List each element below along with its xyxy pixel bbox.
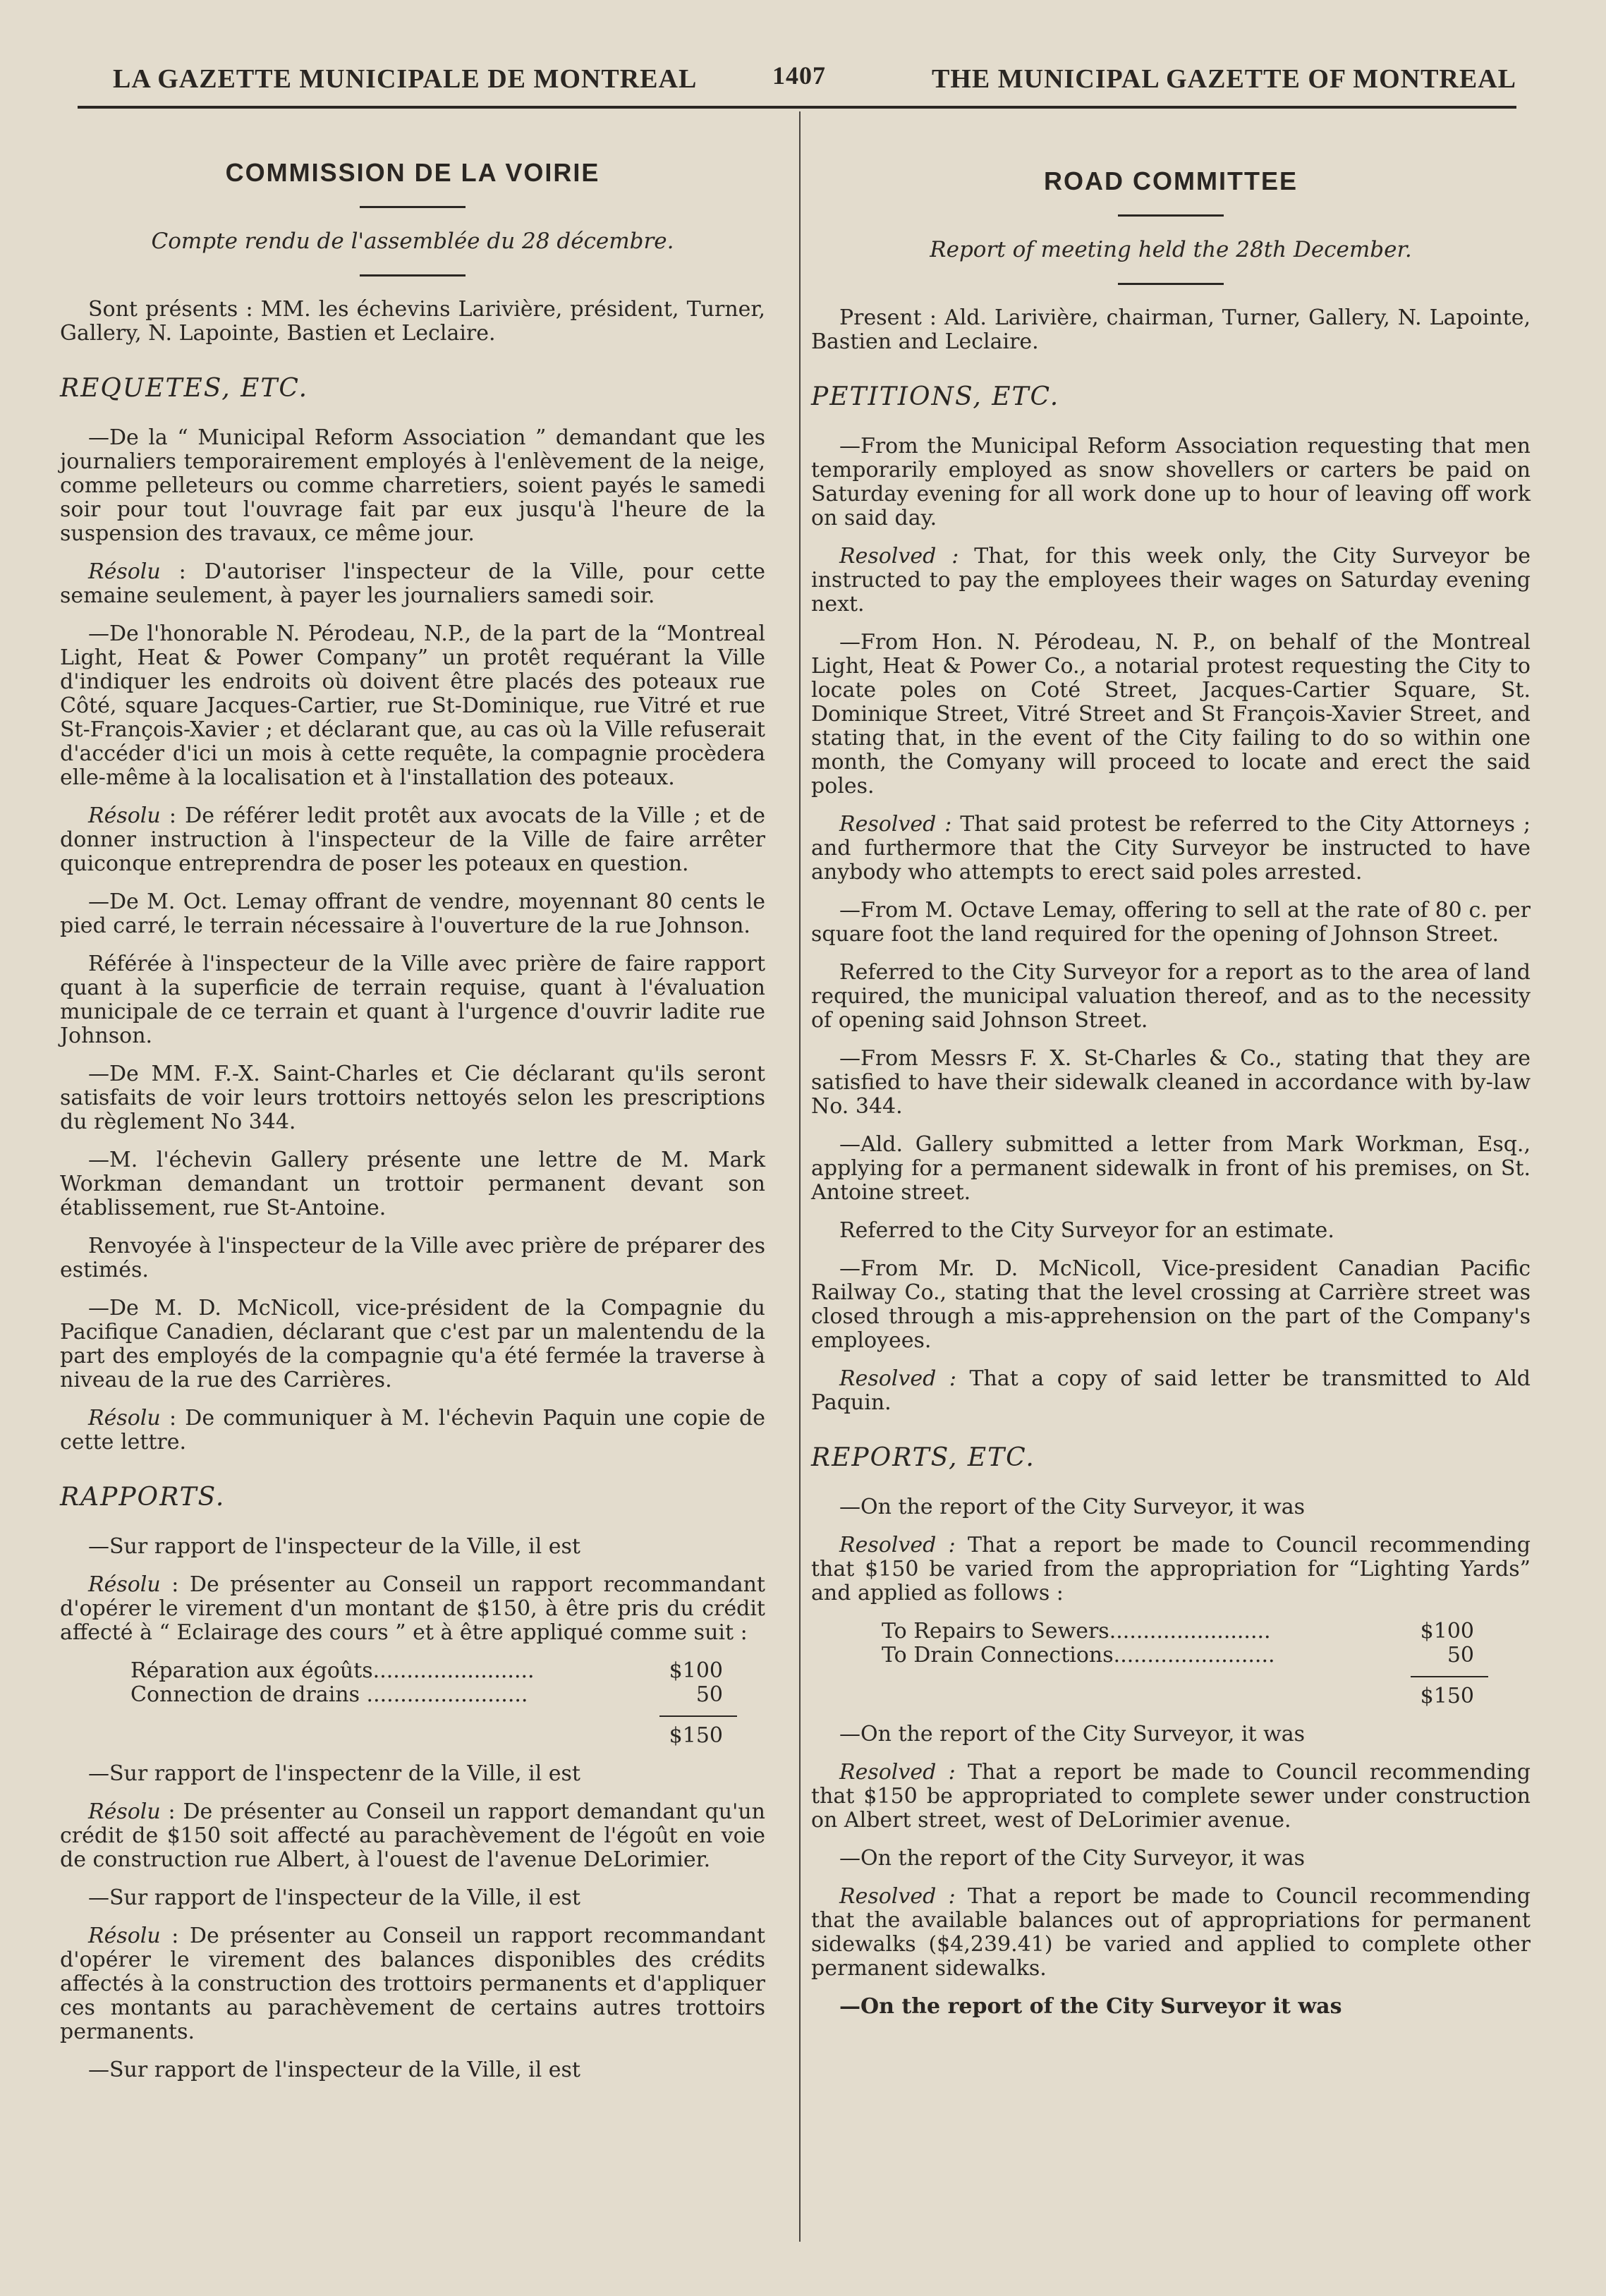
paragraph: —De l'honorable N. Pérodeau, N.P., de la part de la “Montreal Light, Heat & Power Company” un protêt requérant la Ville d'indiquer les endroits où doivent être placés des poteaux rue Côté, square Jacques-Cartier, rue St-Dominique, rue Vitré et rue St-François-Xavier ; et déclarant que, au cas où la Ville refuserait d'accéder d'ici un mois à cette requête, la compagnie procèdera elle-même à la localisation et à l'installation des poteaux. <box>60 621 765 790</box>
amount-table-fr <box>130 1659 723 1748</box>
table-row <box>130 1683 723 1707</box>
english-column <box>811 141 1531 2033</box>
resolved-label: Résolu <box>88 1924 161 1948</box>
paragraph: Référée à l'inspecteur de la Ville avec prière de faire rapport quant à la superficie de terrain requise, quant à l'évaluation municipale de ce terrain et quant à l'urgence d'ouvrir ladite rue Johnson. <box>60 952 765 1048</box>
resolution <box>811 813 1531 885</box>
section-heading-reports: REPORTS, ETC. <box>811 1443 1035 1472</box>
table-row <box>882 1644 1474 1668</box>
resolution <box>60 1924 765 2044</box>
resolution <box>811 545 1531 616</box>
resolution-text: : De présenter au Conseil un rapport demandant qu'un crédit de $150 soit affecté au parachèvement de l'égoût en voie de construction rue Albert, à l'ouest de l'avenue DeLorimier. <box>60 1799 765 1872</box>
paragraph: Referred to the City Surveyor for an estimate. <box>839 1218 1334 1243</box>
table-row <box>882 1620 1474 1644</box>
total-amount: $150 <box>669 1723 723 1748</box>
meeting-subtitle-en: Report of meeting held the 28th December. <box>930 237 1412 262</box>
paragraph: —Ald. Gallery submitted a letter from Mark Workman, Esq., applying for a permanent sidewalk in front of his premises, on St. Antoine street. <box>811 1132 1531 1205</box>
resolved-label: Resolved : <box>839 812 952 837</box>
resolution-text: That, for this week only, the City Surveyor be instructed to pay the employees their wages on Saturday evening next. <box>811 544 1531 616</box>
paragraph: —On the report of the City Surveyor, it was <box>839 1846 1306 1871</box>
paragraph: —From Mr. D. McNicoll, Vice-president Canadian Pacific Railway Co., stating that the level crossing at Carrière street was closed through a mis-apprehension on the part of the Company's employees. <box>811 1256 1531 1353</box>
subtitle-rule <box>1118 283 1224 285</box>
resolution-text: That a copy of said letter be transmitted to Ald Paquin. <box>811 1366 1531 1415</box>
paragraph: Referred to the City Surveyor for a report as to the area of land required, the municipal valuation thereof, and as to the necessity of opening said Johnson Street. <box>811 960 1531 1033</box>
paragraph: —Sur rapport de l'inspecteur de la Ville, il est <box>88 1534 580 1559</box>
paragraph: —Sur rapport de l'inspectenr de la Ville, il est <box>88 1761 580 1786</box>
resolution <box>811 1533 1531 1605</box>
row-label: To Repairs to Sewers........................ <box>882 1619 1271 1644</box>
resolved-label: Résolu <box>88 803 161 828</box>
table-total <box>882 1676 1474 1708</box>
paragraph: —De la “ Municipal Reform Association ” demandant que les journaliers temporairement employés à l'enlèvement de la neige, comme pelleteurs ou comme charretiers, soient payés le samedi soir pour tout l'ouvrage fait par eux jusqu'à l'heure de la suspension des travaux, ce même jour. <box>60 425 765 546</box>
resolution <box>60 1573 765 1645</box>
meeting-subtitle-fr: Compte rendu de l'assemblée du 28 décembre. <box>151 229 674 254</box>
masthead-title-fr: LA GAZETTE MUNICIPALE DE MONTREAL <box>113 64 698 94</box>
subtitle-rule <box>360 274 466 277</box>
column-divider <box>799 111 801 2242</box>
row-label: To Drain Connections........................ <box>882 1643 1275 1668</box>
total-rule <box>1411 1676 1488 1677</box>
committee-title-fr: COMMISSION DE LA VOIRIE <box>225 158 600 187</box>
row-label: Réparation aux égoûts........................ <box>130 1658 535 1683</box>
resolved-label: Resolved : <box>839 1884 956 1909</box>
paragraph: —From Messrs F. X. St-Charles & Co., stating that they are satisfied to have their sidewalk cleaned in accordance with by-law No. 344. <box>811 1046 1531 1119</box>
paragraph: —Sur rapport de l'inspecteur de la Ville, il est <box>88 2058 580 2082</box>
resolution-text: That a report be made to Council recommending that the available balances out of appropriations for permanent sidewalks ($4,239.41) be varied and applied to complete other permanent sidewalks. <box>811 1884 1531 1981</box>
paragraph: —From M. Octave Lemay, offering to sell at the rate of 80 c. per square foot the land required for the opening of Johnson Street. <box>811 898 1531 947</box>
resolution <box>60 804 765 876</box>
paragraph: —De M. D. McNicoll, vice-président de la Compagnie du Pacifique Canadien, déclarant que c'est par un malentendu de la part des employés de la compagnie qu'a été fermée la traverse à niveau de la rue des Carrières. <box>60 1296 765 1392</box>
amount-table-en <box>882 1620 1474 1708</box>
paragraph: Renvoyée à l'inspecteur de la Ville avec prière de préparer des estimés. <box>60 1234 765 1282</box>
masthead-title-en: THE MUNICIPAL GAZETTE OF MONTREAL <box>932 64 1516 94</box>
resolved-label: Résolu <box>88 1572 161 1597</box>
paragraph: —De MM. F.-X. Saint-Charles et Cie déclarant qu'ils seront satisfaits de voir leurs trottoirs nettoyés selon les prescriptions du règlement No 344. <box>60 1062 765 1134</box>
masthead <box>71 58 1523 107</box>
resolution <box>811 1367 1531 1415</box>
total-rule <box>659 1715 737 1717</box>
section-heading-rapports: RAPPORTS. <box>60 1483 226 1512</box>
resolved-label: Resolved : <box>839 544 959 569</box>
resolution <box>60 560 765 608</box>
resolution <box>811 1761 1531 1833</box>
row-amount: $100 <box>1420 1619 1474 1644</box>
section-heading-requetes: REQUETES, ETC. <box>60 374 309 403</box>
paragraph: —Sur rapport de l'inspecteur de la Ville, il est <box>88 1885 580 1910</box>
page-number: 1407 <box>772 61 826 90</box>
attendance-en: Present : Ald. Larivière, chairman, Turner, Gallery, N. Lapointe, Bastien and Leclaire. <box>811 305 1531 354</box>
resolution-text: : D'autoriser l'inspecteur de la Ville, pour cette semaine seulement, à payer les journaliers samedi soir. <box>60 559 765 608</box>
paragraph: —On the report of the City Surveyor it was <box>839 1994 1342 2019</box>
resolution <box>60 1407 765 1454</box>
attendance-fr: Sont présents : MM. les échevins Larivière, président, Turner, Gallery, N. Lapointe, Bastien et Leclaire. <box>60 297 765 346</box>
resolution-text: That said protest be referred to the City Attorneys ; and furthermore that the City Surveyor be instructed to have anybody who attempts to erect said poles arrested. <box>811 812 1531 885</box>
resolved-label: Resolved : <box>839 1533 956 1557</box>
resolved-label: Résolu <box>88 559 161 584</box>
paragraph: —M. l'échevin Gallery présente une lettre de M. Mark Workman demandant un trottoir permanent devant son établissement, rue St-Antoine. <box>60 1148 765 1220</box>
resolution-text: : De communiquer à M. l'échevin Paquin une copie de cette lettre. <box>60 1406 765 1454</box>
paragraph: —On the report of the City Surveyor, it was <box>839 1722 1306 1747</box>
resolved-label: Résolu <box>88 1799 161 1824</box>
resolved-label: Résolu <box>88 1406 161 1431</box>
row-amount: 50 <box>695 1682 723 1707</box>
paragraph: —From the Municipal Reform Association requesting that men temporarily employed as snow shovellers or carters be paid on Saturday evening for all work done up to hour of leaving off work on said day. <box>811 434 1531 530</box>
paragraph: —De M. Oct. Lemay offrant de vendre, moyennant 80 cents le pied carré, le terrain nécessaire à l'ouverture de la rue Johnson. <box>60 889 765 938</box>
row-amount: $100 <box>669 1658 723 1683</box>
committee-title-en: ROAD COMMITTEE <box>1044 166 1298 195</box>
paragraph: —On the report of the City Surveyor, it was <box>839 1495 1306 1519</box>
row-label: Connection de drains ........................ <box>130 1682 528 1707</box>
resolution-text: That a report be made to Council recommending that $150 be appropriated to complete sewer under construction on Albert street, west of DeLorimier avenue. <box>811 1760 1531 1833</box>
resolved-label: Resolved : <box>839 1366 956 1391</box>
paragraph: —From Hon. N. Pérodeau, N. P., on behalf of the Montreal Light, Heat & Power Co., a notarial protest requesting the City to locate poles on Coté Street, Jacques-Cartier Square, St. Dominique Street, Vitré Street and St François-Xavier Street, and stating that, in the event of the City failing to do so within one month, the Comyany will proceed to locate and erect the said poles. <box>811 630 1531 798</box>
masthead-rule <box>78 106 1516 109</box>
section-heading-petitions: PETITIONS, ETC. <box>811 382 1060 411</box>
french-column <box>60 141 765 2096</box>
resolution-text: : De présenter au Conseil un rapport recommandant d'opérer le virement des balances disponibles des crédits affectés à la construction des trottoirs permanents et d'appliquer ces montants au parachèvement de certains autres trottoirs permanents. <box>60 1924 765 2044</box>
resolution-text: : De présenter au Conseil un rapport recommandant d'opérer le virement d'un montant de $150, à être pris du crédit affecté à “ Eclairage des cours ” et à être appliqué comme suit : <box>60 1572 765 1645</box>
resolution <box>811 1885 1531 1981</box>
resolution-text: : De référer ledit protêt aux avocats de la Ville ; et de donner instruction à l'inspecteur de la Ville de faire arrêter quiconque entreprendra de poser les poteaux en question. <box>60 803 765 876</box>
total-amount: $150 <box>1420 1684 1474 1708</box>
title-rule <box>1118 214 1224 217</box>
resolution-text: That a report be made to Council recommending that $150 be varied from the appropriation for “Lighting Yards” and applied as follows : <box>811 1533 1531 1605</box>
table-row <box>130 1659 723 1683</box>
resolution <box>60 1800 765 1872</box>
resolved-label: Resolved : <box>839 1760 956 1785</box>
table-total <box>130 1715 723 1748</box>
row-amount: 50 <box>1447 1643 1474 1668</box>
title-rule <box>360 206 466 208</box>
